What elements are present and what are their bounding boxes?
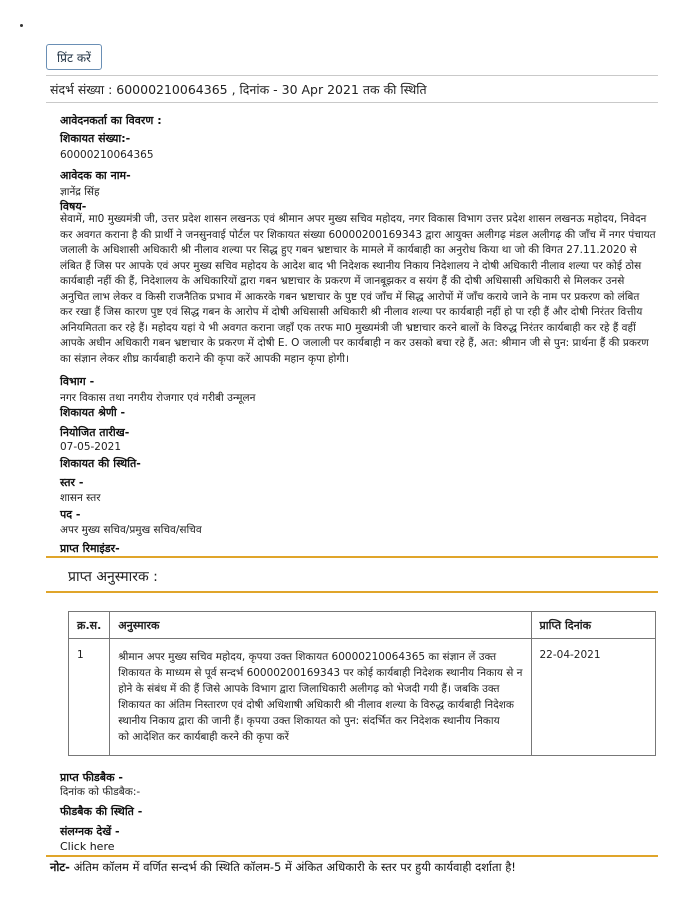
note <box>50 860 516 875</box>
subject-label: विषय- <box>60 200 87 213</box>
reminders-table <box>68 611 656 756</box>
department: नगर विकास तथा नगरीय रोजगार एवं गरीबी उन्मूलन <box>60 392 256 404</box>
level: शासन स्तर <box>60 492 101 504</box>
reminder-line: श्रीमान अपर मुख्य सचिव महोदय, कृपया उक्त शिकायत 60000210064365 का संज्ञान लें उक्त <box>118 651 497 663</box>
feedback-status-label: फीडबैक की स्थिति - <box>60 805 143 818</box>
subject-line: आपके अधीन अधिकारी गबन भ्रष्टाचार के प्रकरण में दोषी E. O जलाली पर कार्यबाही न कर उसको बचा रहे हैं, अत: श्रीमान जी से पुन: प्रार्थना हैं की प्रकरण <box>60 337 649 349</box>
subject-line: अनुचित लाभ लेकर व किसी राजनैतिक प्रभाव में आकरके गबन भ्रष्टाचार के पुष्ट एवं जाँच में सिद्ध आरोपों में जाँच कराये जाने के नाम पर प्रकरण को लंबित <box>60 290 640 303</box>
note-prefix: नोट- <box>50 860 70 874</box>
row-received-date: 22-04-2021 <box>531 639 656 756</box>
subject-line: का संज्ञान लेकर शीघ्र कार्यबाही कराने की कृपा करें आपकी महान कृपा होगी। <box>60 352 349 365</box>
post-label: पद - <box>60 508 81 521</box>
subject-line: लंबित हैं जिस पर आपके एवं अपर मुख्य सचिव महोदय के आदेश बाद भी निदेशक स्थानीय निकाय निदेशालय ने दोषी अधिकारी नीलाव शल्या पर कोई ठोस <box>60 259 642 272</box>
reminder-line: स्थानीय निकाय द्वारा की जानी हैं। कृपया उक्त शिकायत को पुन: संदर्भित कर निदेशक स्थानीय निकाय <box>118 715 500 727</box>
subject-line: कार्यबाही नहीं की हैं, निदेशालय के अधिकारियों द्वारा गबन भ्रष्टाचार के प्रकरण में जानबूझकर व सयंग हैं की दोषी अधिसासी अधिकारी से मिलकर उनसे <box>60 275 625 287</box>
scheduled-date-label: नियोजित तारीख- <box>60 426 130 439</box>
subject-line: कर अवगत कराना है की प्रार्थी ने जनसुनवाई पोर्टल पर शिकायत संख्या 60000200169343 द्वारा आयुक्त अलीगढ़ मंडल अलीगढ़ की जाँच में नगर पंचायत <box>60 228 656 241</box>
page-dot <box>20 24 23 27</box>
reminders-title: प्राप्त अनुस्मारक : <box>68 569 158 585</box>
header-serial: क्र.स. <box>69 612 110 639</box>
feedback-label: प्राप्त फीडबैक - <box>60 771 123 784</box>
applicant-name-label: आवेदक का नाम- <box>60 169 131 182</box>
subject-text <box>60 212 660 367</box>
row-reminder-text <box>110 639 531 756</box>
gold-divider <box>46 556 658 558</box>
status-label: शिकायत की स्थिति- <box>60 457 141 470</box>
attachment-link[interactable]: Click here <box>60 840 115 853</box>
reminder-line: होने के संबंध में की हैं जिसे आपके विभाग द्वारा जिलाधिकारी अलीगढ़ को भेजदी गयी हैं। जबकि उक्त <box>118 683 500 695</box>
reminder-line: को आदेशित कर कार्यबाही करने की कृपा करें <box>118 731 289 743</box>
complaint-no-label: शिकायत संख्या:- <box>60 132 131 145</box>
department-label: विभाग - <box>60 375 95 388</box>
divider <box>46 102 658 103</box>
table-header-row <box>69 612 656 639</box>
table-row <box>69 639 656 756</box>
header-received-date: प्राप्ति दिनांक <box>531 612 656 639</box>
scheduled-date: 07-05-2021 <box>60 441 122 453</box>
subject-line: अनियमितता कर रहे हैं। महोदय यहां ये भी अवगत कराना जहाँ एक तरफ मा0 मुख्यमंत्री जी भ्रष्टाचार करने बालों के विरुद्ध निरंतर कार्यबाही कर रहे हैं वहीं <box>60 321 636 334</box>
feedback-date-label: दिनांक को फीडबैक:- <box>60 786 141 798</box>
subject-line: जलाली के अधिशासी अधिकारी श्री नीलाव शल्या पर सिद्ध हुए गबन भ्रष्टाचार के मामले में कार्यबाही का अनुरोध किया था जो की विगत 27.11.2020 से <box>60 244 637 256</box>
reminder-line: शिकायत का अंतिम निस्तारण एवं दोषी अधिशाषी अधिकारी श्री नीलाव शल्या के विरुद्ध कार्यबाही निदेशक <box>118 699 514 711</box>
applicant-section-label: आवेदनकर्ता का विवरण : <box>60 114 162 127</box>
subject-line: कर रखा हैं जिस कारण पुष्ट एवं सिद्ध गबन के आरोप में दोषी अधिसासी अधिकारी श्री नीलाव शल्या पर कार्यबाही नहीं हो पा रही हैं और दोषी निरंतर वित्तीय <box>60 306 643 318</box>
note-text: अंतिम कॉलम में वर्णित सन्दर्भ की स्थिति कॉलम-5 में अंकित अधिकारी के स्तर पर हुयी कार्यवाही दर्शाता है! <box>69 860 516 874</box>
attachment-label: संलग्नक देखें - <box>60 825 120 838</box>
subject-line: सेवामें, मा0 मुख्यमंत्री जी, उत्तर प्रदेश शासन लखनऊ एवं श्रीमान अपर मुख्य सचिव महोदय, नगर विकास विभाग उत्तर प्रदेश शासन लखनऊ महोदय, निवेदन <box>60 213 647 225</box>
reminder-label: प्राप्त रिमाइंडर- <box>60 542 120 555</box>
complaint-no: 60000210064365 <box>60 149 154 161</box>
reminder-line: शिकायत के माध्यम से पूर्व सन्दर्भ 60000200169343 पर कोई कार्यबाही निदेशक स्थानीय निकाय से न <box>118 667 523 679</box>
divider <box>46 75 658 76</box>
gold-divider <box>46 855 658 857</box>
header-reminder: अनुस्मारक <box>110 612 531 639</box>
applicant-name: ज्ञानेंद्र सिंह <box>60 186 100 198</box>
print-button[interactable]: प्रिंट करें <box>46 44 102 70</box>
row-serial: 1 <box>69 639 110 756</box>
post: अपर मुख्य सचिव/प्रमुख सचिव/सचिव <box>60 524 202 536</box>
category-label: शिकायत श्रेणी - <box>60 406 126 419</box>
gold-divider <box>46 591 658 593</box>
reference-line: संदर्भ संख्या : 60000210064365 , दिनांक - 30 Apr 2021 तक की स्थिति <box>50 82 427 97</box>
level-label: स्तर - <box>60 476 84 489</box>
